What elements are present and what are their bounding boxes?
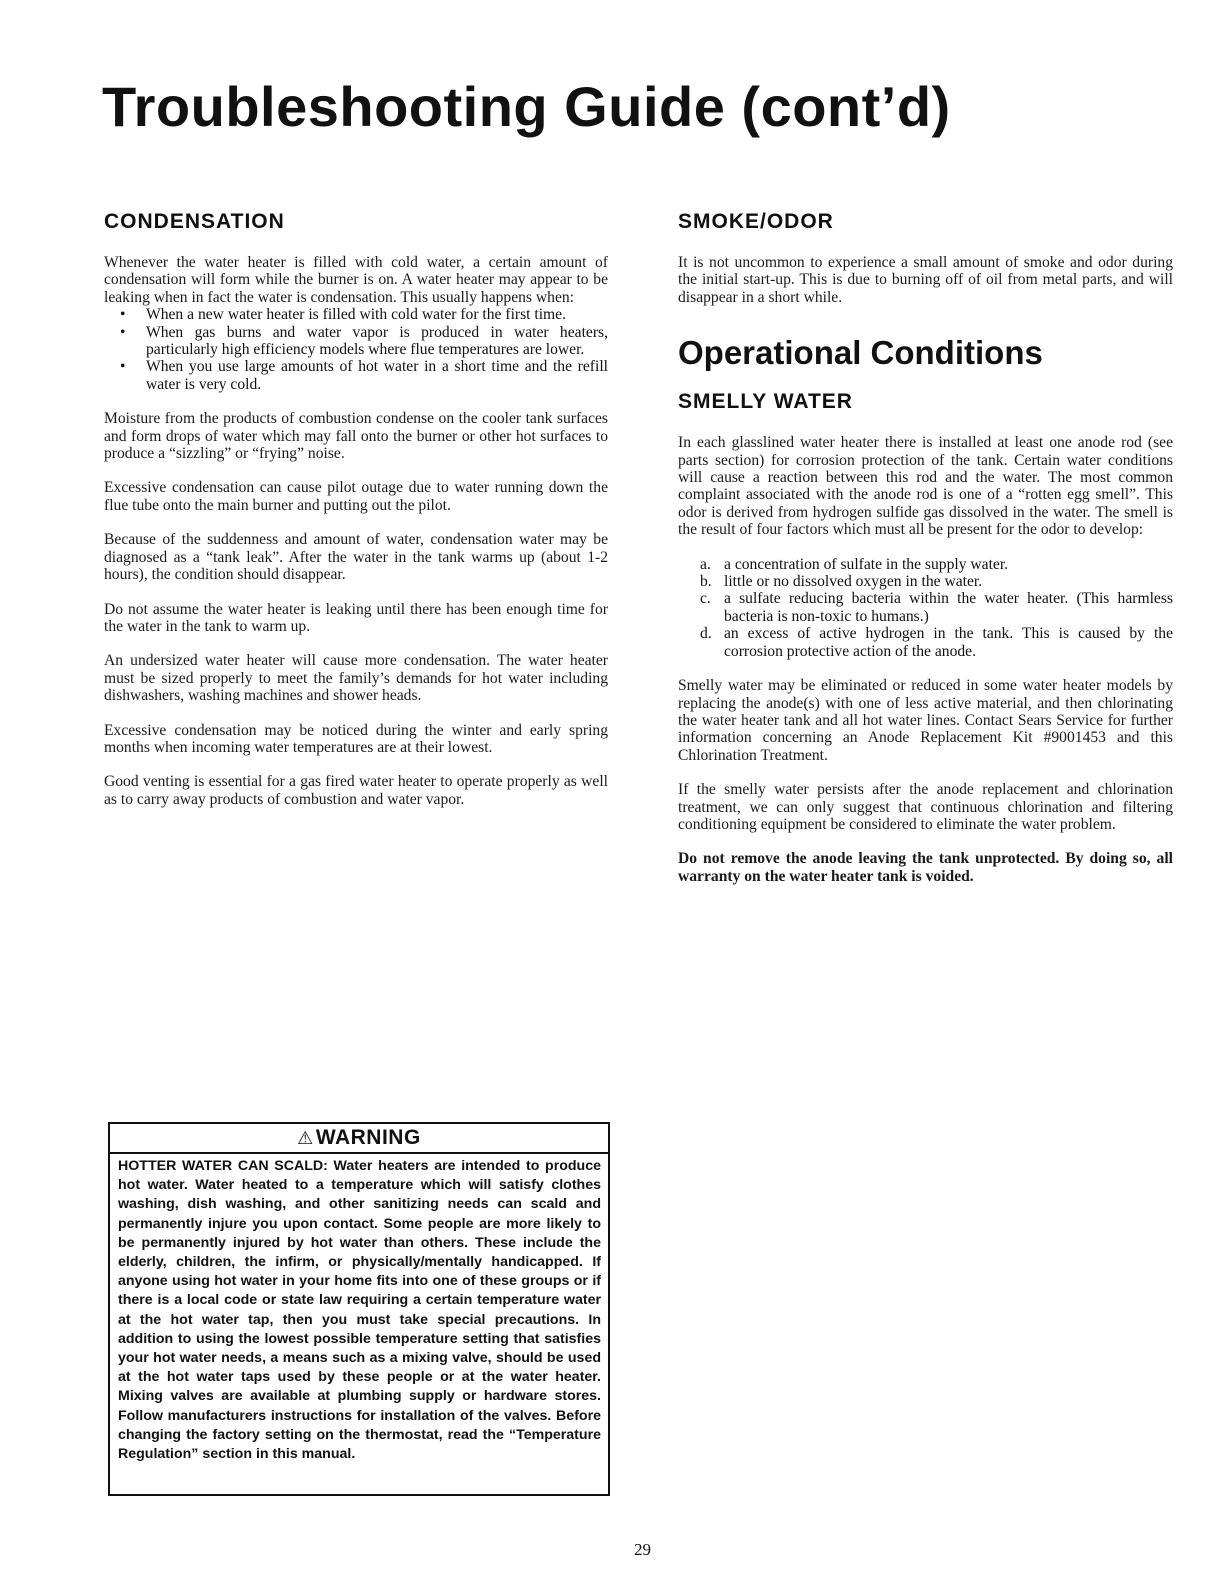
list-marker: d. (700, 625, 712, 643)
condensation-paragraph: An undersized water heater will cause more condensation. The water heater must be sized properly to meet the family’s demands for hot water including dishwashers, washing machines and shower heads. (104, 652, 608, 705)
list-item-text: an excess of active hydrogen in the tank. This is caused by the corrosion protective action of the anode. (724, 625, 1173, 660)
page-number: 29 (634, 1540, 651, 1559)
smelly-water-intro: In each glasslined water heater there is installed at least one anode rod (see parts section) for corrosion protection of the tank. Certain water conditions will cause a reaction between this rod and the water. The most common complaint associated with the anode rod is one of a “rotten egg smell”. This odor is derived from hydrogen sulfide gas dissolved in the water. The smell is the result of four factors which must all be present for the odor to develop: (678, 434, 1173, 539)
anode-warning-note: Do not remove the anode leaving the tank unprotected. By doing so, all warranty on the water heater tank is voided. (678, 850, 1173, 885)
list-item-text: a concentration of sulfate in the supply water. (724, 555, 1009, 573)
condensation-paragraph: Because of the suddenness and amount of water, condensation water may be diagnosed as a “tank leak”. After the water in the tank warms up (about 1-2 hours), the condition should disappear. (104, 531, 608, 584)
list-marker: a. (700, 555, 711, 573)
warning-box (108, 1122, 610, 1496)
condensation-intro: Whenever the water heater is filled with cold water, a certain amount of condensation will form while the burner is on. A water heater may appear to be leaking when in fact the water is condensation. This usually happens when: (104, 254, 608, 306)
condensation-paragraph: Do not assume the water heater is leaking until there has been enough time for the water in the tank to warm up. (104, 600, 608, 635)
condensation-section (104, 210, 608, 825)
smelly-water-factor-list (678, 556, 1173, 660)
list-item-text: little or no dissolved oxygen in the water. (724, 573, 983, 591)
condensation-paragraph: Good venting is essential for a gas fired water heater to operate properly as well as to carry away products of combustion and water vapor. (104, 773, 608, 808)
smelly-water-heading: SMELLY WATER (678, 390, 853, 414)
warning-text: HOTTER WATER CAN SCALD: Water heaters are intended to produce hot water. Water heated to a temperature which will satisfy clothes washing, dish washing, and other sanitizing needs can scald and permanently injure you upon contact. Some people are more likely to be permanently injured by hot water than others. These include the elderly, children, the infirm, or physically/mentally handicapped. If anyone using hot water in your home fits into one of these groups or if there is a local code or state law requiring a certain temperature water at the hot water tap, then you must take special precautions. In addition to using the lowest possible temperature setting that satisfies your hot water needs, a means such as a mixing valve, should be used at the hot water taps used by these people or at the water heater. Mixing valves are available at plumbing supply or hardware stores. Follow manufacturers instructions for installation of the valves. Before changing the factory setting on the thermostat, read the “Temperature Regulation” section in this manual. (118, 1158, 601, 1463)
warning-label: WARNING (315, 1126, 421, 1149)
condensation-paragraph: Excessive condensation may be noticed during the winter and early spring months when incoming water temperatures are at their lowest. (104, 721, 608, 756)
list-item-text: a sulfate reducing bacteria within the water heater. (This harmless bacteria is non-toxic to humans.) (724, 590, 1173, 625)
list-item (700, 625, 1173, 660)
condensation-heading: CONDENSATION (104, 210, 285, 233)
list-item: • When you use large amounts of hot water in a short time and the refill water is very cold. (146, 358, 608, 393)
list-item (700, 573, 1173, 591)
smoke-odor-text: It is not uncommon to experience a small amount of smoke and odor during the initial start-up. This is due to burning off of oil from metal parts, and will disappear in a short while. (678, 254, 1173, 306)
condensation-paragraph: Excessive condensation can cause pilot outage due to water running down the flue tube onto the main burner and putting out the pilot. (104, 479, 608, 514)
list-item (700, 590, 1173, 625)
list-item: • When a new water heater is filled with cold water for the first time. (146, 306, 608, 323)
list-marker: c. (700, 590, 711, 608)
warning-triangle-icon: ⚠ (297, 1128, 314, 1148)
operational-conditions-title: Operational Conditions (678, 334, 1043, 372)
smelly-water-paragraph: If the smelly water persists after the anode replacement and chlorination treatment, we can only suggest that continuous chlorination and filtering conditioning equipment be considered to eliminate the water problem. (678, 781, 1173, 833)
list-marker: b. (700, 573, 712, 591)
right-column (678, 210, 1173, 902)
smelly-water-paragraph: Smelly water may be eliminated or reduced in some water heater models by replacing the anode(s) with one of less active material, and then chlorinating the water heater tank and all hot water lines. Contact Sears Service for further information concerning an Anode Replacement Kit #9001453 and this Chlorination Treatment. (678, 677, 1173, 764)
list-item (700, 555, 1173, 573)
condensation-bullet-list (104, 306, 608, 393)
list-item: • When gas burns and water vapor is produced in water heaters, particularly high efficiency models where flue temperatures are lower. (146, 324, 608, 359)
page-title: Troubleshooting Guide (cont’d) (102, 75, 951, 138)
condensation-paragraph: Moisture from the products of combustion condense on the cooler tank surfaces and form drops of water which may fall onto the burner or other hot surfaces to produce a “sizzling” or “frying” noise. (104, 410, 608, 463)
warning-header (110, 1124, 608, 1154)
smoke-odor-heading: SMOKE/ODOR (678, 210, 834, 233)
